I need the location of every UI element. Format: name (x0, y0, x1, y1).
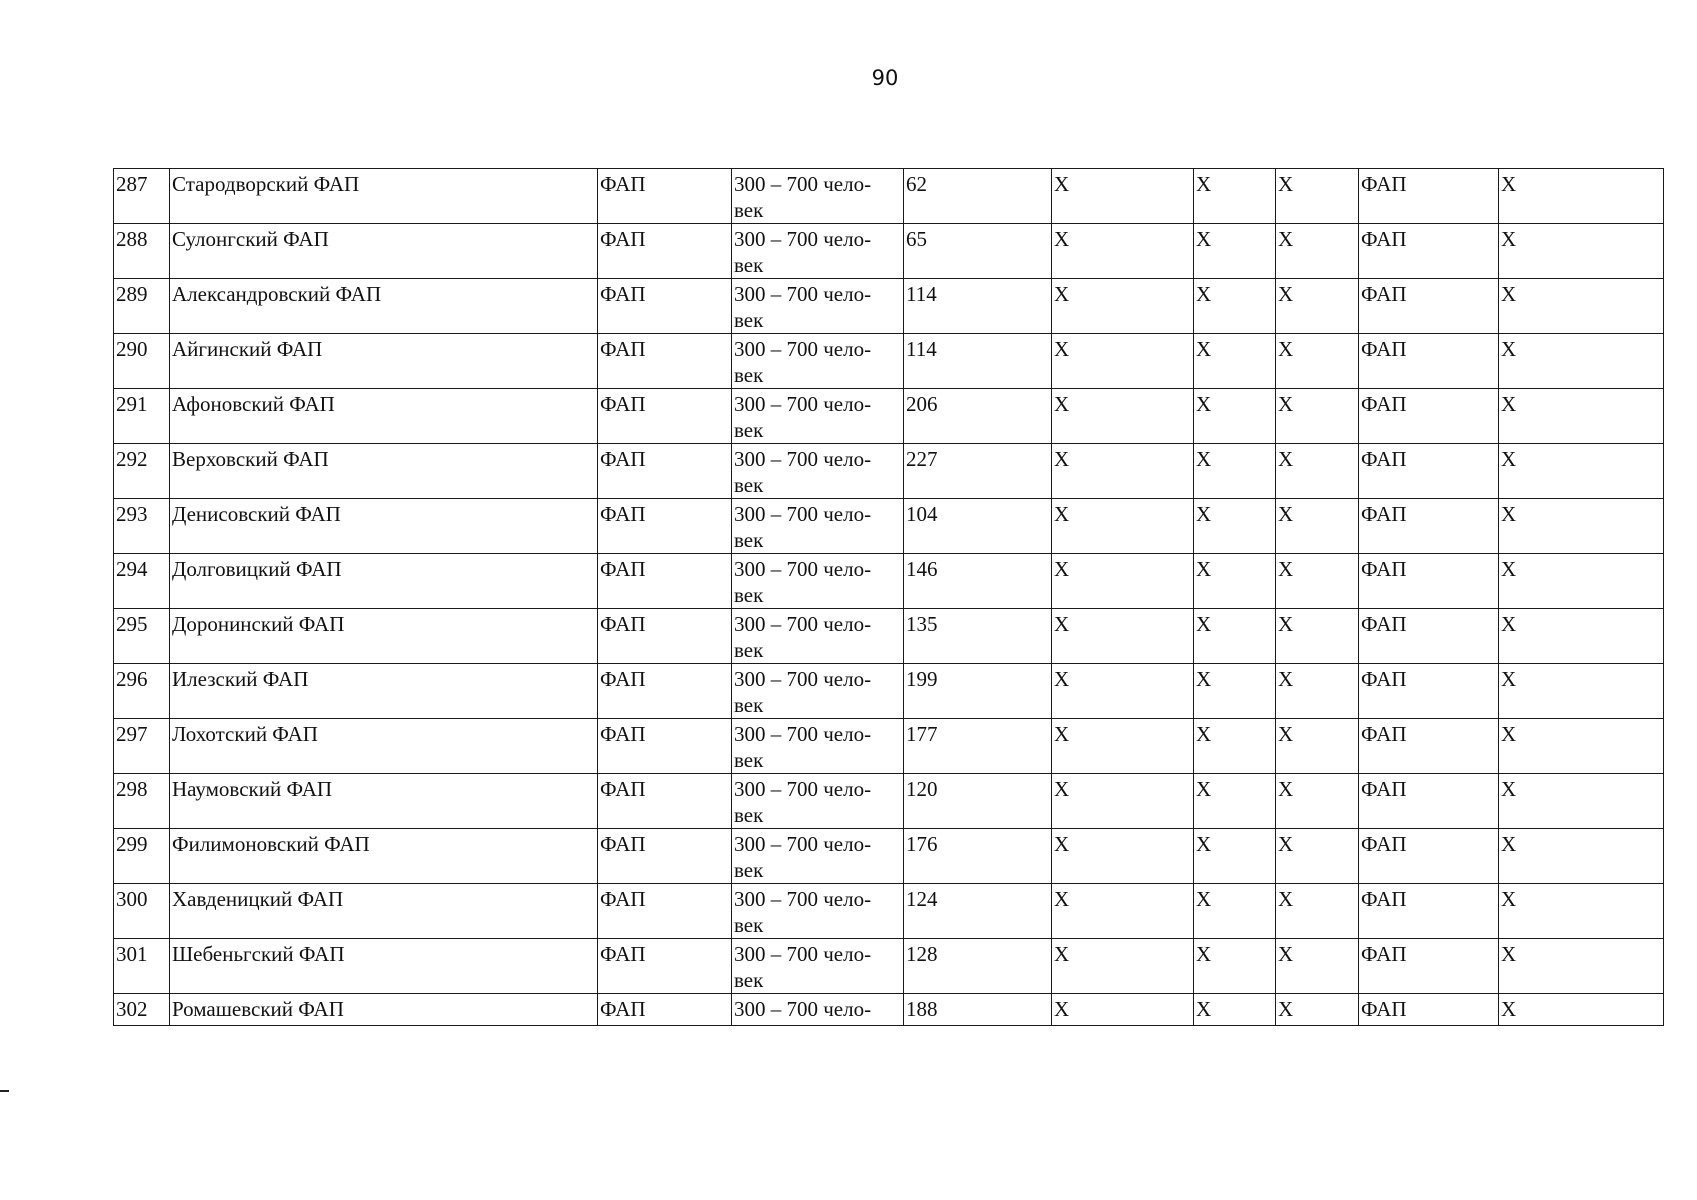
x-mark-cell-1: X (1052, 499, 1194, 554)
population-range-line-1: 300 – 700 чело- (734, 337, 872, 361)
population-range-line-1: 300 – 700 чело- (734, 722, 872, 746)
population-range-line-1: 300 – 700 чело- (734, 997, 872, 1021)
population-range-cell (732, 774, 904, 829)
x-mark-cell-3: X (1276, 774, 1359, 829)
x-mark-cell-1: X (1052, 554, 1194, 609)
x-mark-cell-4: X (1499, 939, 1664, 994)
margin-mark (0, 1090, 9, 1092)
x-mark-cell-2: X (1194, 499, 1276, 554)
value-cell: 114 (904, 334, 1052, 389)
facilities-table (113, 168, 1664, 1026)
population-range-line-2: век (734, 418, 764, 442)
x-mark-cell-3: X (1276, 939, 1359, 994)
table-row (114, 829, 1664, 884)
facility-name-cell: Наумовский ФАП (170, 774, 598, 829)
population-range-line-1: 300 – 700 чело- (734, 942, 872, 966)
x-mark-cell-4: X (1499, 994, 1664, 1026)
value-cell: 104 (904, 499, 1052, 554)
x-mark-cell-2: X (1194, 609, 1276, 664)
population-range-line-1: 300 – 700 чело- (734, 557, 872, 581)
facility-type-cell: ФАП (598, 884, 732, 939)
facility-type-cell: ФАП (598, 554, 732, 609)
x-mark-cell-4: X (1499, 279, 1664, 334)
population-range-line-2: век (734, 803, 764, 827)
population-range-cell (732, 224, 904, 279)
facility-type-cell-2: ФАП (1359, 939, 1499, 994)
facility-name-cell: Сулонгский ФАП (170, 224, 598, 279)
value-cell: 146 (904, 554, 1052, 609)
x-mark-cell-1: X (1052, 994, 1194, 1026)
facility-type-cell-2: ФАП (1359, 444, 1499, 499)
population-range-cell (732, 664, 904, 719)
x-mark-cell-3: X (1276, 664, 1359, 719)
table-row (114, 719, 1664, 774)
x-mark-cell-3: X (1276, 279, 1359, 334)
table-row (114, 994, 1664, 1026)
row-number-cell: 295 (114, 609, 170, 664)
x-mark-cell-3: X (1276, 884, 1359, 939)
x-mark-cell-1: X (1052, 884, 1194, 939)
facility-name-cell: Хавденицкий ФАП (170, 884, 598, 939)
population-range-line-1: 300 – 700 чело- (734, 392, 872, 416)
population-range-line-1: 300 – 700 чело- (734, 777, 872, 801)
population-range-line-2: век (734, 308, 764, 332)
x-mark-cell-2: X (1194, 719, 1276, 774)
x-mark-cell-1: X (1052, 719, 1194, 774)
table-row (114, 224, 1664, 279)
page-number: 90 (871, 66, 899, 90)
facility-name-cell: Илезский ФАП (170, 664, 598, 719)
x-mark-cell-3: X (1276, 554, 1359, 609)
row-number-cell: 287 (114, 169, 170, 224)
value-cell: 124 (904, 884, 1052, 939)
value-cell: 177 (904, 719, 1052, 774)
x-mark-cell-3: X (1276, 994, 1359, 1026)
population-range-line-2: век (734, 638, 764, 662)
population-range-cell (732, 334, 904, 389)
table-row (114, 939, 1664, 994)
x-mark-cell-1: X (1052, 444, 1194, 499)
facility-name-cell: Доронинский ФАП (170, 609, 598, 664)
facility-type-cell: ФАП (598, 774, 732, 829)
x-mark-cell-4: X (1499, 169, 1664, 224)
x-mark-cell-3: X (1276, 499, 1359, 554)
population-range-cell (732, 884, 904, 939)
population-range-cell (732, 554, 904, 609)
population-range-line-1: 300 – 700 чело- (734, 667, 872, 691)
population-range-cell (732, 994, 904, 1026)
x-mark-cell-4: X (1499, 334, 1664, 389)
x-mark-cell-1: X (1052, 609, 1194, 664)
x-mark-cell-1: X (1052, 829, 1194, 884)
x-mark-cell-2: X (1194, 279, 1276, 334)
x-mark-cell-1: X (1052, 389, 1194, 444)
row-number-cell: 289 (114, 279, 170, 334)
population-range-cell (732, 389, 904, 444)
table-body (114, 169, 1664, 1026)
table-row (114, 774, 1664, 829)
facility-type-cell-2: ФАП (1359, 334, 1499, 389)
table-row (114, 664, 1664, 719)
population-range-line-1: 300 – 700 чело- (734, 172, 872, 196)
population-range-line-2: век (734, 583, 764, 607)
x-mark-cell-2: X (1194, 829, 1276, 884)
x-mark-cell-3: X (1276, 224, 1359, 279)
x-mark-cell-3: X (1276, 334, 1359, 389)
population-range-line-1: 300 – 700 чело- (734, 887, 872, 911)
x-mark-cell-4: X (1499, 829, 1664, 884)
row-number-cell: 291 (114, 389, 170, 444)
facility-type-cell-2: ФАП (1359, 774, 1499, 829)
facility-type-cell: ФАП (598, 499, 732, 554)
facility-type-cell: ФАП (598, 609, 732, 664)
population-range-line-2: век (734, 858, 764, 882)
facility-type-cell-2: ФАП (1359, 664, 1499, 719)
x-mark-cell-2: X (1194, 774, 1276, 829)
population-range-line-1: 300 – 700 чело- (734, 832, 872, 856)
x-mark-cell-4: X (1499, 774, 1664, 829)
population-range-cell (732, 279, 904, 334)
population-range-line-2: век (734, 363, 764, 387)
row-number-cell: 297 (114, 719, 170, 774)
facility-type-cell-2: ФАП (1359, 829, 1499, 884)
facility-name-cell: Долговицкий ФАП (170, 554, 598, 609)
facility-name-cell: Денисовский ФАП (170, 499, 598, 554)
row-number-cell: 296 (114, 664, 170, 719)
population-range-cell (732, 939, 904, 994)
facility-type-cell: ФАП (598, 169, 732, 224)
x-mark-cell-4: X (1499, 389, 1664, 444)
value-cell: 65 (904, 224, 1052, 279)
x-mark-cell-1: X (1052, 169, 1194, 224)
population-range-cell (732, 719, 904, 774)
x-mark-cell-1: X (1052, 939, 1194, 994)
population-range-line-2: век (734, 473, 764, 497)
facility-type-cell-2: ФАП (1359, 554, 1499, 609)
x-mark-cell-1: X (1052, 774, 1194, 829)
facility-name-cell: Афоновский ФАП (170, 389, 598, 444)
population-range-line-2: век (734, 528, 764, 552)
table-row (114, 169, 1664, 224)
x-mark-cell-4: X (1499, 224, 1664, 279)
population-range-line-1: 300 – 700 чело- (734, 502, 872, 526)
facility-type-cell-2: ФАП (1359, 719, 1499, 774)
x-mark-cell-4: X (1499, 609, 1664, 664)
facility-type-cell: ФАП (598, 939, 732, 994)
x-mark-cell-2: X (1194, 224, 1276, 279)
population-range-cell (732, 829, 904, 884)
table-row (114, 884, 1664, 939)
population-range-cell (732, 169, 904, 224)
value-cell: 114 (904, 279, 1052, 334)
x-mark-cell-2: X (1194, 554, 1276, 609)
x-mark-cell-2: X (1194, 169, 1276, 224)
x-mark-cell-2: X (1194, 664, 1276, 719)
population-range-line-2: век (734, 253, 764, 277)
facility-type-cell: ФАП (598, 334, 732, 389)
facility-type-cell: ФАП (598, 444, 732, 499)
x-mark-cell-2: X (1194, 994, 1276, 1026)
population-range-cell (732, 609, 904, 664)
row-number-cell: 300 (114, 884, 170, 939)
x-mark-cell-4: X (1499, 719, 1664, 774)
facility-type-cell: ФАП (598, 719, 732, 774)
x-mark-cell-3: X (1276, 444, 1359, 499)
facility-name-cell: Ромашевский ФАП (170, 994, 598, 1026)
facility-type-cell: ФАП (598, 664, 732, 719)
row-number-cell: 292 (114, 444, 170, 499)
x-mark-cell-4: X (1499, 884, 1664, 939)
facility-type-cell-2: ФАП (1359, 389, 1499, 444)
table-row (114, 389, 1664, 444)
value-cell: 199 (904, 664, 1052, 719)
facility-type-cell-2: ФАП (1359, 499, 1499, 554)
x-mark-cell-2: X (1194, 444, 1276, 499)
x-mark-cell-3: X (1276, 829, 1359, 884)
x-mark-cell-4: X (1499, 444, 1664, 499)
row-number-cell: 290 (114, 334, 170, 389)
population-range-line-2: век (734, 748, 764, 772)
facility-name-cell: Шебеньгский ФАП (170, 939, 598, 994)
row-number-cell: 301 (114, 939, 170, 994)
facility-type-cell-2: ФАП (1359, 609, 1499, 664)
facility-name-cell: Александровский ФАП (170, 279, 598, 334)
facility-name-cell: Айгинский ФАП (170, 334, 598, 389)
population-range-line-2: век (734, 693, 764, 717)
value-cell: 62 (904, 169, 1052, 224)
x-mark-cell-3: X (1276, 719, 1359, 774)
facility-type-cell: ФАП (598, 829, 732, 884)
facility-type-cell: ФАП (598, 279, 732, 334)
population-range-line-2: век (734, 968, 764, 992)
row-number-cell: 294 (114, 554, 170, 609)
x-mark-cell-2: X (1194, 389, 1276, 444)
value-cell: 135 (904, 609, 1052, 664)
x-mark-cell-3: X (1276, 609, 1359, 664)
facility-name-cell: Филимоновский ФАП (170, 829, 598, 884)
facility-type-cell-2: ФАП (1359, 884, 1499, 939)
x-mark-cell-1: X (1052, 664, 1194, 719)
facility-type-cell-2: ФАП (1359, 279, 1499, 334)
facility-type-cell-2: ФАП (1359, 994, 1499, 1026)
population-range-line-1: 300 – 700 чело- (734, 447, 872, 471)
value-cell: 188 (904, 994, 1052, 1026)
facility-name-cell: Стародворский ФАП (170, 169, 598, 224)
value-cell: 176 (904, 829, 1052, 884)
facility-type-cell-2: ФАП (1359, 169, 1499, 224)
facility-type-cell: ФАП (598, 389, 732, 444)
facility-name-cell: Верховский ФАП (170, 444, 598, 499)
population-range-cell (732, 499, 904, 554)
table-row (114, 609, 1664, 664)
x-mark-cell-2: X (1194, 334, 1276, 389)
x-mark-cell-2: X (1194, 939, 1276, 994)
table-row (114, 554, 1664, 609)
table-row (114, 279, 1664, 334)
row-number-cell: 302 (114, 994, 170, 1026)
facility-type-cell-2: ФАП (1359, 224, 1499, 279)
facility-name-cell: Лохотский ФАП (170, 719, 598, 774)
x-mark-cell-1: X (1052, 279, 1194, 334)
population-range-line-2: век (734, 198, 764, 222)
row-number-cell: 288 (114, 224, 170, 279)
population-range-line-2: век (734, 913, 764, 937)
value-cell: 128 (904, 939, 1052, 994)
population-range-line-1: 300 – 700 чело- (734, 282, 872, 306)
table-row (114, 334, 1664, 389)
population-range-cell (732, 444, 904, 499)
x-mark-cell-4: X (1499, 499, 1664, 554)
x-mark-cell-3: X (1276, 169, 1359, 224)
value-cell: 120 (904, 774, 1052, 829)
table-row (114, 444, 1664, 499)
value-cell: 206 (904, 389, 1052, 444)
row-number-cell: 299 (114, 829, 170, 884)
table-row (114, 499, 1664, 554)
x-mark-cell-1: X (1052, 224, 1194, 279)
x-mark-cell-1: X (1052, 334, 1194, 389)
value-cell: 227 (904, 444, 1052, 499)
facility-type-cell: ФАП (598, 224, 732, 279)
population-range-line-1: 300 – 700 чело- (734, 612, 872, 636)
row-number-cell: 298 (114, 774, 170, 829)
x-mark-cell-4: X (1499, 554, 1664, 609)
x-mark-cell-3: X (1276, 389, 1359, 444)
x-mark-cell-4: X (1499, 664, 1664, 719)
population-range-line-1: 300 – 700 чело- (734, 227, 872, 251)
x-mark-cell-2: X (1194, 884, 1276, 939)
facility-type-cell: ФАП (598, 994, 732, 1026)
row-number-cell: 293 (114, 499, 170, 554)
